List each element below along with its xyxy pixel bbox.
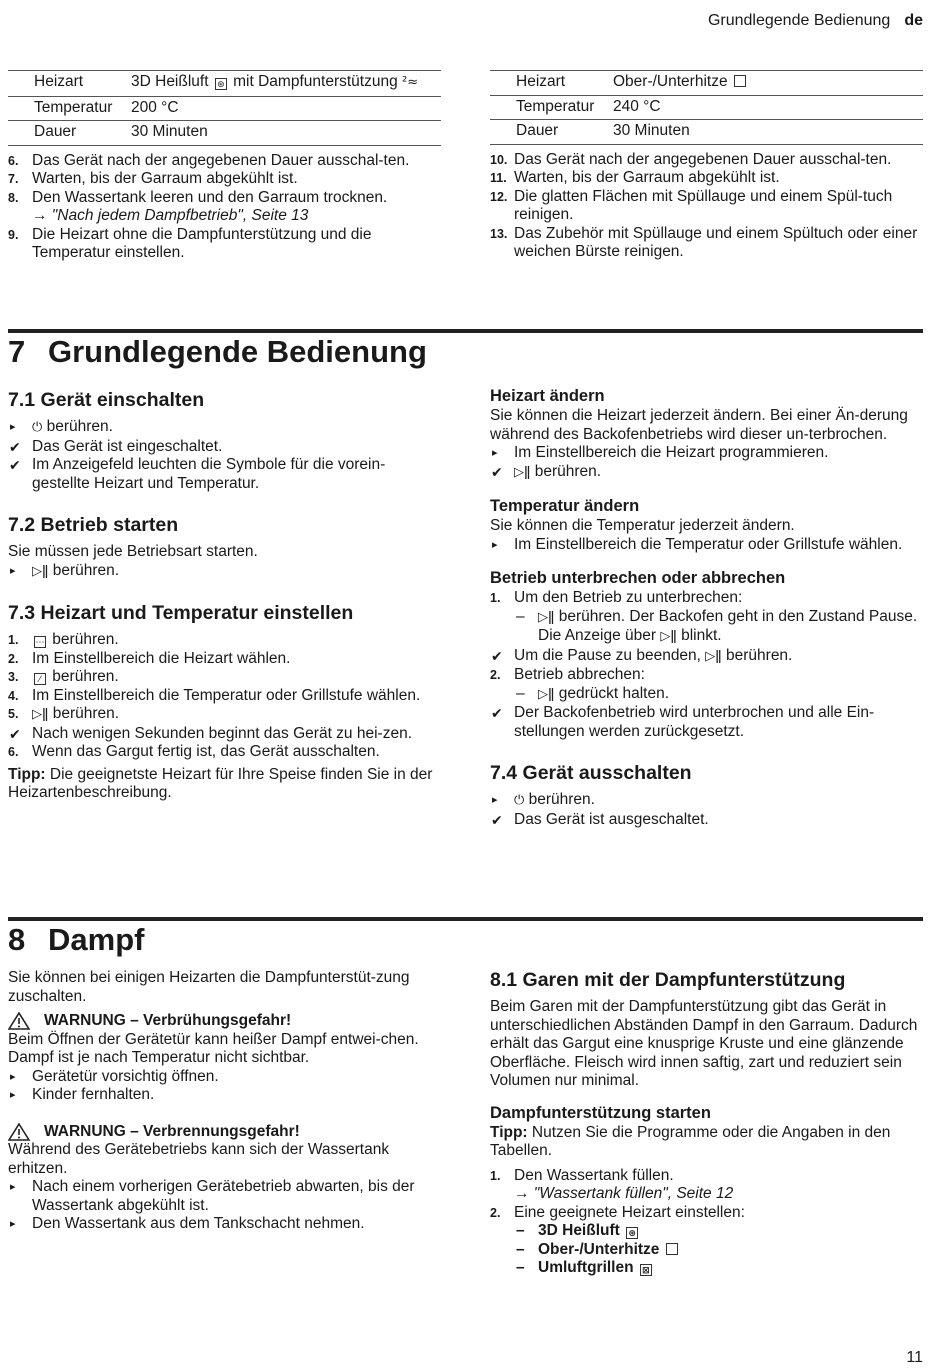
list-item: ▸ Gerätetür vorsichtig öffnen. xyxy=(10,1067,219,1085)
check-icon: ✔ xyxy=(491,811,503,828)
power-icon: ⏻ xyxy=(514,793,525,808)
triangle-bullet-icon: ▸ xyxy=(492,538,498,551)
tip: Tipp: Die geeignetste Heizart für Ihre Speise finden Sie in der Heizartenbeschreibung. xyxy=(8,765,433,801)
section-title: 7.2 Betrieb starten xyxy=(8,514,179,536)
list-item: ✔ ▷ǁ berühren. xyxy=(491,462,602,480)
triangle-bullet-icon: ▸ xyxy=(492,447,498,459)
check-icon: ✔ xyxy=(9,438,21,455)
paragraph: Sie müssen jede Betriebsart starten. xyxy=(8,543,258,560)
start-pause-icon: ▷ǁ xyxy=(660,629,677,644)
subsection-title: Temperatur ändern xyxy=(490,497,640,515)
table-key: Temperatur xyxy=(490,95,613,120)
list-item: ▸ Im Einstellbereich die Heizart programmieren. xyxy=(492,444,829,461)
list-item: ✔ Um die Pause zu beenden, ▷ǁ berühren. xyxy=(491,646,793,664)
list-item: 6. Wenn das Gargut fertig ist, das Gerät ausschalten. xyxy=(8,743,380,760)
table-key: Heizart xyxy=(490,71,613,96)
warning-triangle-icon xyxy=(8,1123,30,1141)
start-pause-icon: ▷ǁ xyxy=(514,464,531,480)
paragraph: Beim Garen mit der Dampfunterstützung gibt das Gerät in unterschiedlichen Abständen Dampf in den Garraum. Dadurch erhält das Gargut eine knusprige Kruste und eine glänzende Oberfläche. Fleisch wird innen saftig, zart und reduziert sein Volumen nur minimal. xyxy=(490,998,918,1089)
warning-triangle-icon xyxy=(8,1012,30,1030)
start-pause-icon: ▷ǁ xyxy=(538,686,555,702)
paragraph: Während des Gerätebetriebs kann sich der Wassertank erhitzen. xyxy=(8,1141,390,1177)
list-item: ▸ Nach einem vorherigen Gerätebetrieb abwarten, bis der Wassertank abgekühlt ist. xyxy=(10,1178,415,1214)
list-item: 1. Um den Betrieb zu unterbrechen: xyxy=(490,589,743,606)
list-item: 10. Das Gerät nach der angegebenen Dauer ausschal-ten. xyxy=(490,150,892,168)
chapter-8-title: 8 Dampf xyxy=(8,922,145,957)
triangle-bullet-icon: ▸ xyxy=(10,1218,16,1230)
list-item: 12. Die glatten Flächen mit Spüllauge und einem Spül-tuch reinigen. xyxy=(490,187,893,223)
check-icon: ✔ xyxy=(9,457,21,473)
subsection-title: Heizart ändern xyxy=(490,387,605,405)
list-item: ✔ Der Backofenbetrieb wird unterbrochen und alle Ein-stellungen werden zurückgesetzt. xyxy=(491,704,875,740)
table-value: Ober-/Unterhitze xyxy=(613,71,923,96)
ch8-left-column xyxy=(8,969,441,1234)
list-item: ▸ ⏻ berühren. xyxy=(10,418,113,435)
list-item: – ▷ǁ gedrückt halten. xyxy=(516,684,670,702)
list-item: 7. Warten, bis der Garraum abgekühlt ist. xyxy=(8,170,298,187)
list-item: ▸ Kinder fernhalten. xyxy=(10,1086,155,1103)
list-item: 9. Die Heizart ohne die Dampfunterstützung und die Temperatur einstellen. xyxy=(8,225,372,261)
list-item: ▸ Den Wassertank aus dem Tankschacht nehmen. xyxy=(10,1215,365,1232)
tip: Tipp: Nutzen Sie die Programme oder die Angaben in den Tabellen. xyxy=(490,1123,891,1159)
settings-table-left xyxy=(8,70,441,146)
list-item: – Umluftgrillen ⊠ xyxy=(490,1259,923,1278)
running-header xyxy=(708,12,923,31)
table-value: 200 °C xyxy=(131,96,441,121)
list-item: 13. Das Zubehör mit Spüllauge und einem Spültuch oder einer weichen Bürste reinigen. xyxy=(490,224,918,260)
list-item: 2. Betrieb abbrechen: xyxy=(490,666,645,683)
chapter-divider xyxy=(8,329,923,333)
warning-heading: WARNUNG – Verbrühungsgefahr! xyxy=(8,1012,441,1031)
list-item: ▸ ⏻ berühren. xyxy=(492,791,595,808)
temperature-icon: ⁄ xyxy=(34,673,46,685)
cross-reference: → "Nach jedem Dampfbetrieb", Seite 13 xyxy=(32,207,309,224)
check-icon: ✔ xyxy=(491,647,503,664)
top-bottom-heat-icon xyxy=(666,1243,678,1255)
hotair-3d-icon: ⊛ xyxy=(626,1227,638,1239)
start-pause-icon: ▷ǁ xyxy=(32,707,49,722)
ch7-left-column xyxy=(8,388,441,803)
start-pause-icon: ▷ǁ xyxy=(32,563,49,579)
page-number: 11 xyxy=(906,1349,923,1366)
check-icon: ✔ xyxy=(491,463,503,480)
list-item: 5. ▷ǁ berühren. xyxy=(8,705,120,722)
list-item: 3. ⁄ berühren. xyxy=(8,668,119,685)
triangle-bullet-icon: ▸ xyxy=(10,564,16,577)
chapter-7-title: 7 Grundlegende Bedienung xyxy=(8,334,427,369)
top-left-block xyxy=(8,70,441,263)
cross-reference: → "Wassertank füllen", Seite 12 xyxy=(514,1185,734,1202)
top-bottom-heat-icon xyxy=(734,75,746,87)
list-item: 2. Im Einstellbereich die Heizart wählen. xyxy=(8,649,291,667)
list-item: 4. Im Einstellbereich die Temperatur oder Grillstufe wählen. xyxy=(8,686,421,704)
list-item: ✔ Das Gerät ist eingeschaltet. xyxy=(9,437,223,455)
list-item: – ▷ǁ berühren. Der Backofen geht in den Zustand Pause. Die Anzeige über ▷ǁ blinkt. xyxy=(516,607,918,644)
check-icon: ✔ xyxy=(9,725,21,742)
triangle-bullet-icon: ▸ xyxy=(10,421,16,433)
ch7-right-column xyxy=(490,386,923,829)
list-item: ▸ ▷ǁ berühren. xyxy=(10,561,120,579)
table-value: 3D Heißluft ⊛ mit Dampfunterstützung ²≈ xyxy=(131,71,441,97)
menu-icon: ⋯ xyxy=(35,637,45,647)
table-key: Dauer xyxy=(8,121,131,146)
list-item: 1. Den Wassertank füllen. xyxy=(490,1166,674,1184)
header-title: Grundlegende Bedienung xyxy=(707,12,891,29)
section-title: 7.4 Gerät ausschalten xyxy=(490,762,692,784)
list-item: 1. ⋯ berühren. xyxy=(8,631,119,648)
steam-icon: ²≈ xyxy=(402,75,419,90)
triangle-bullet-icon: ▸ xyxy=(492,794,498,806)
table-key: Temperatur xyxy=(8,96,131,121)
table-value: 240 °C xyxy=(613,95,923,120)
section-title: 7.3 Heizart und Temperatur einstellen xyxy=(8,602,354,624)
paragraph: Sie können die Temperatur jederzeit ändern. xyxy=(490,517,795,534)
subsection-title: Betrieb unterbrechen oder abbrechen xyxy=(490,569,786,587)
check-icon: ✔ xyxy=(491,705,503,721)
hotair-3d-icon: ⊛ xyxy=(215,78,227,90)
list-item: ✔ Nach wenigen Sekunden beginnt das Gerät zu hei-zen. xyxy=(9,724,412,742)
power-icon: ⏻ xyxy=(32,420,43,435)
settings-table-right xyxy=(490,70,923,145)
start-pause-icon: ▷ǁ xyxy=(538,609,555,625)
ch8-right-column xyxy=(490,968,923,1278)
list-item: – 3D Heißluft ⊛ xyxy=(490,1222,923,1241)
warning-heading: WARNUNG – Verbrennungsgefahr! xyxy=(8,1123,441,1142)
top-right-block xyxy=(490,70,923,262)
table-value: 30 Minuten xyxy=(131,121,441,146)
list-item: 2. Eine geeignete Heizart einstellen: xyxy=(490,1203,745,1221)
table-key: Heizart xyxy=(8,71,131,97)
header-lang: de xyxy=(904,12,923,29)
list-item: – Ober-/Unterhitze xyxy=(490,1241,923,1260)
table-value: 30 Minuten xyxy=(613,120,923,145)
triangle-bullet-icon: ▸ xyxy=(10,1089,16,1101)
paragraph: Sie können bei einigen Heizarten die Dampfunterstüt-zung zuschalten. xyxy=(8,969,410,1005)
subsection-title: Dampfunterstützung starten xyxy=(490,1103,711,1122)
section-title: 8.1 Garen mit der Dampfunterstützung xyxy=(490,969,846,991)
triangle-bullet-icon: ▸ xyxy=(10,1070,16,1083)
start-pause-icon: ▷ǁ xyxy=(705,648,722,664)
paragraph: Beim Öffnen der Gerätetür kann heißer Dampf entwei-chen. Dampf ist je nach Temperatur nicht sichtbar. xyxy=(8,1030,419,1066)
table-key: Dauer xyxy=(490,120,613,145)
list-item: 8. Den Wassertank leeren und den Garraum trocknen. xyxy=(8,188,388,206)
list-item: 6. Das Gerät nach der angegebenen Dauer ausschal-ten. xyxy=(8,151,410,169)
list-item: ▸ Im Einstellbereich die Temperatur oder Grillstufe wählen. xyxy=(492,535,903,553)
chapter-divider xyxy=(8,917,923,921)
triangle-bullet-icon: ▸ xyxy=(10,1181,16,1193)
list-item: 11. Warten, bis der Garraum abgekühlt ist. xyxy=(490,169,780,186)
list-item: ✔ Im Anzeigefeld leuchten die Symbole für die vorein-gestellte Heizart und Temperatur. xyxy=(9,456,386,492)
paragraph: Sie können die Heizart jederzeit ändern. Bei einer Än-derung während des Backofenbetriebs wird dieser un-terbrochen. xyxy=(490,407,908,443)
convection-grill-icon: ⊠ xyxy=(640,1264,652,1276)
section-title: 7.1 Gerät einschalten xyxy=(8,389,205,411)
list-item: ✔ Das Gerät ist ausgeschaltet. xyxy=(491,810,709,828)
